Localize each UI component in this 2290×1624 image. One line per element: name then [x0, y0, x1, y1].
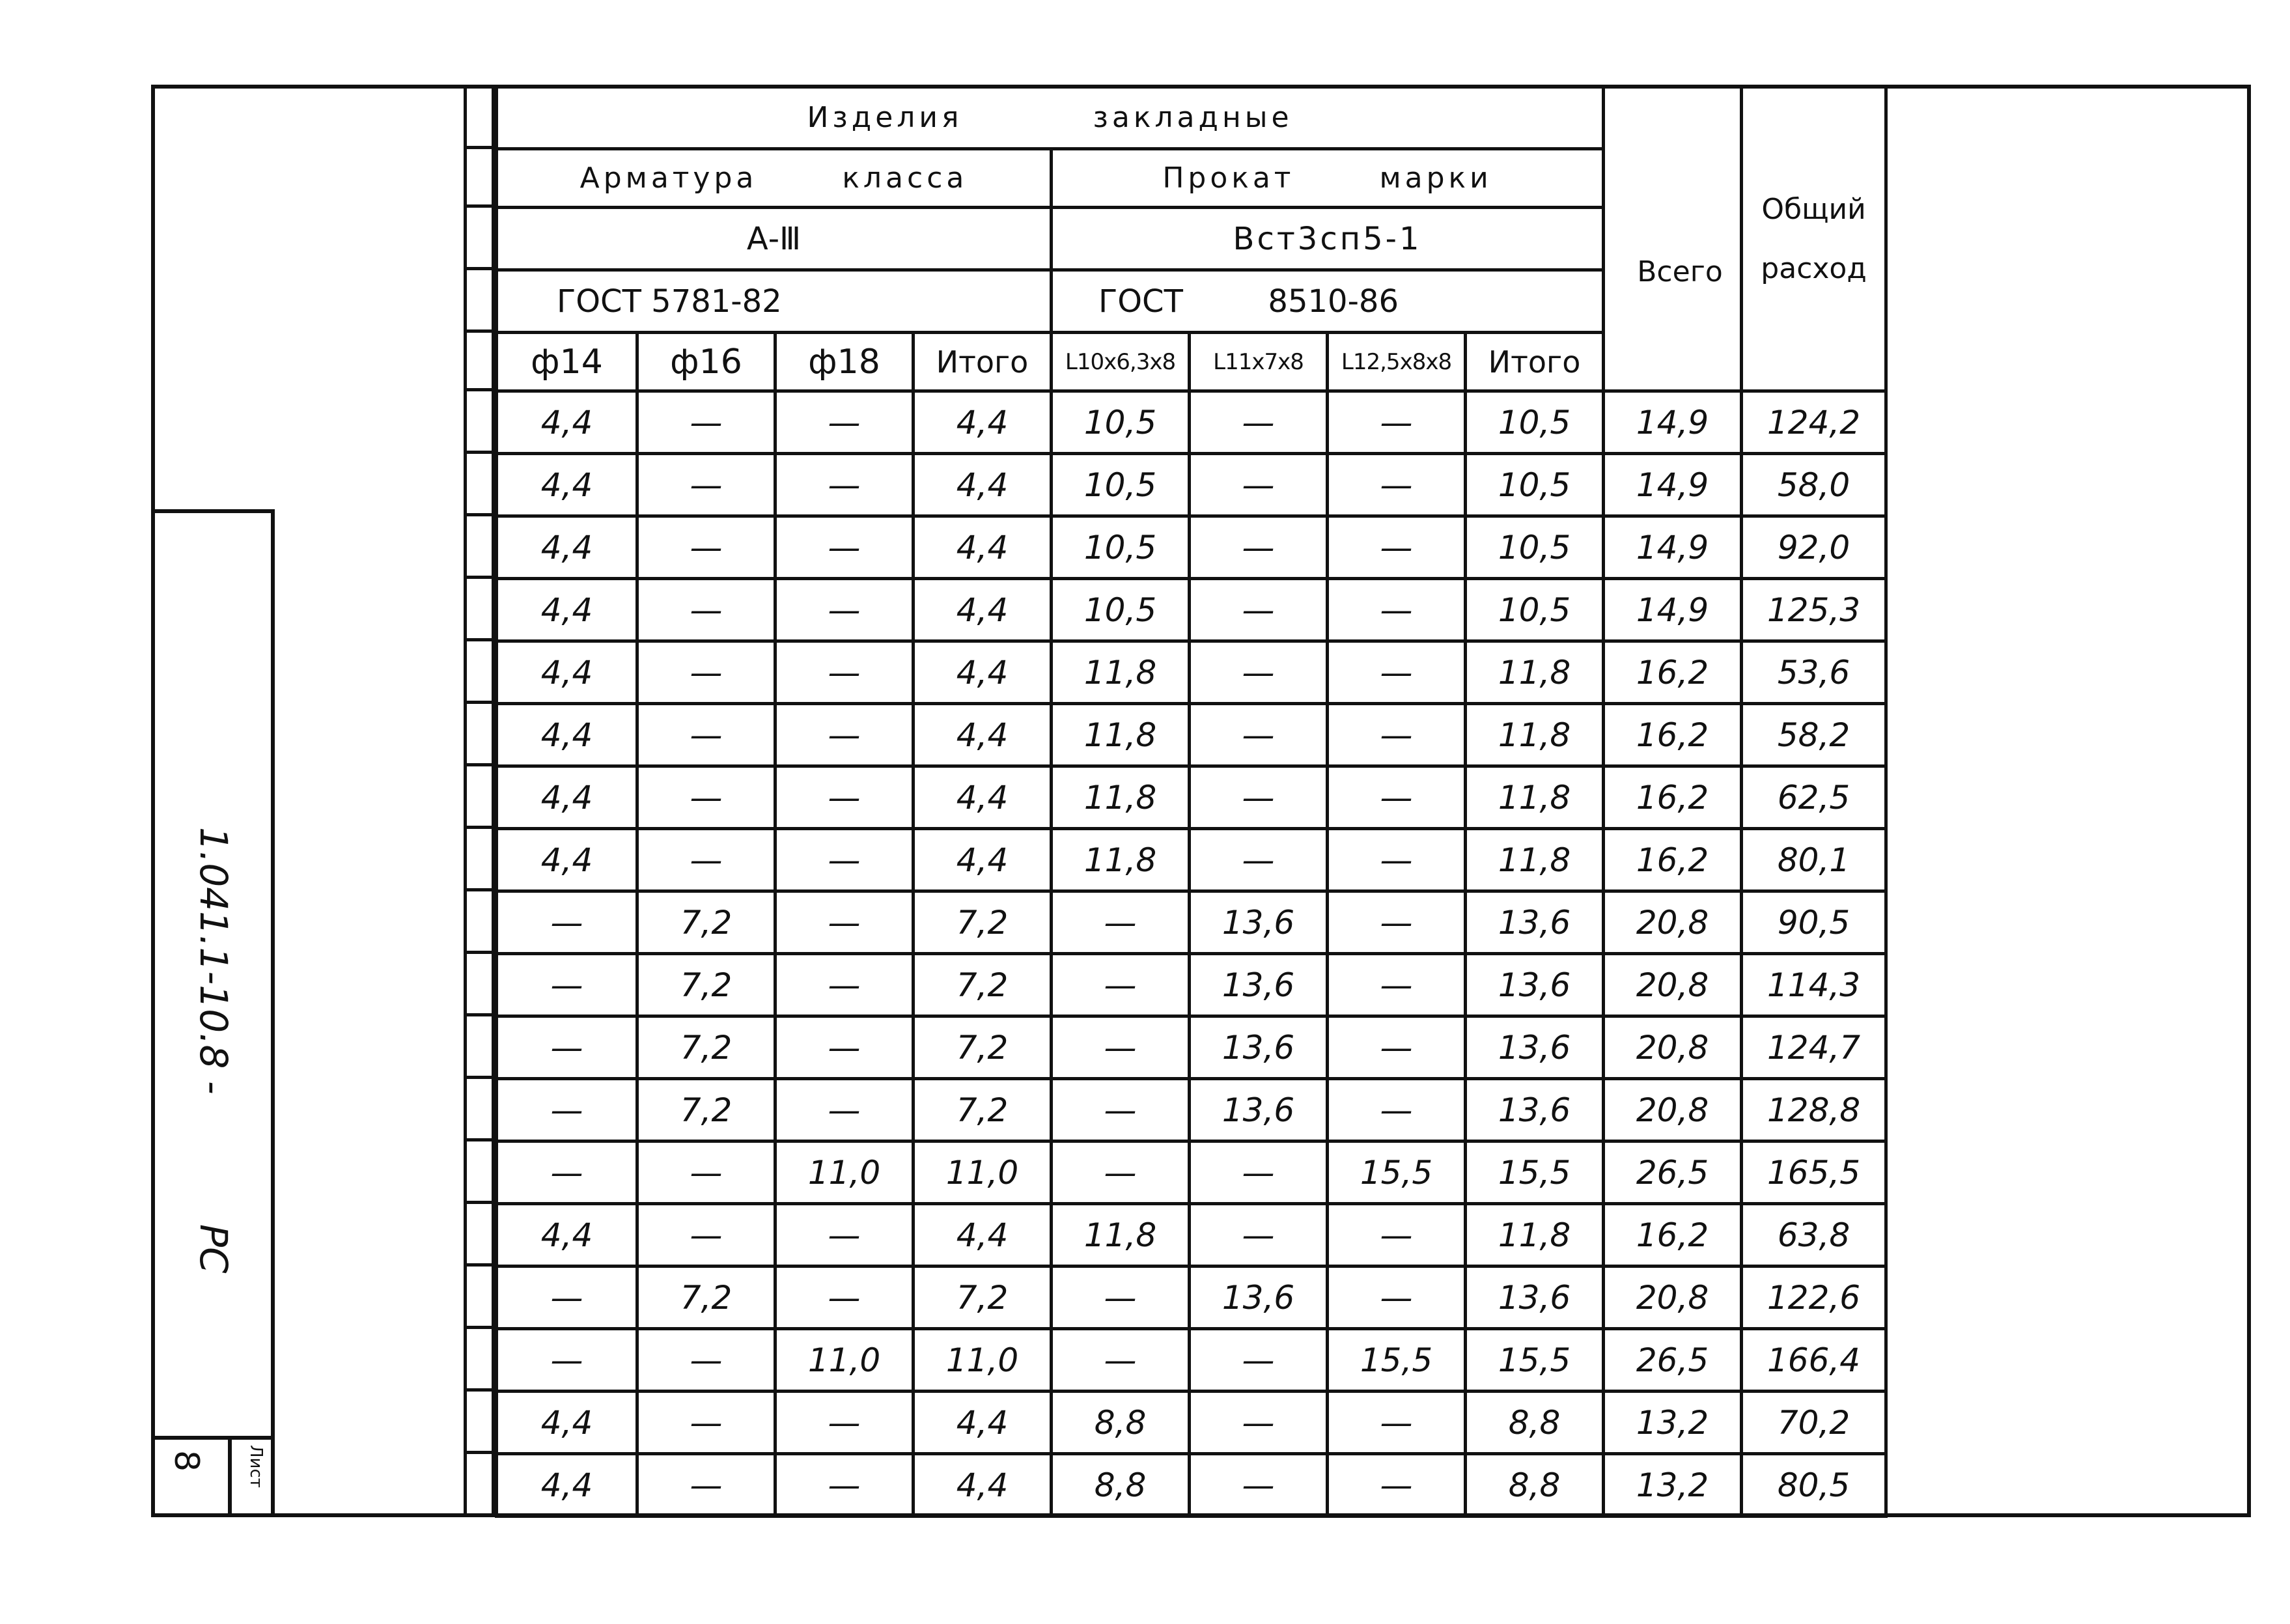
table-cell: 4,4: [497, 1454, 637, 1517]
table-cell: —: [497, 1141, 637, 1204]
margin-tick: [464, 638, 495, 641]
margin-tick: [464, 763, 495, 766]
table-cell: 90,5: [1742, 891, 1886, 954]
table-row: [497, 1204, 1886, 1267]
table-row: [497, 704, 1886, 766]
table-cell: 4,4: [914, 766, 1052, 829]
table-cell: 10,5: [1052, 579, 1190, 641]
total-header: Всего: [1637, 255, 1723, 288]
table-cell: 7,2: [637, 1016, 775, 1079]
steel-label-right: марки: [1379, 161, 1492, 195]
table-row: [497, 829, 1886, 891]
margin-tick: [464, 888, 495, 891]
table-cell: 7,2: [914, 1079, 1052, 1141]
col-rebar-total: Итого: [914, 333, 1052, 391]
table-cell: —: [1328, 516, 1466, 579]
table-cell: —: [637, 1141, 775, 1204]
table-cell: 26,5: [1604, 1141, 1742, 1204]
table-cell: —: [775, 766, 914, 829]
table-cell: 4,4: [497, 516, 637, 579]
table-cell: 20,8: [1604, 1079, 1742, 1141]
table-cell: 11,8: [1466, 766, 1604, 829]
section-code: РС: [191, 1224, 236, 1274]
table-cell: 7,2: [637, 1267, 775, 1329]
col-d18: ф18: [775, 333, 914, 391]
overall-label-1: Общий: [1761, 192, 1866, 226]
table-cell: —: [775, 891, 914, 954]
table-cell: 4,4: [914, 516, 1052, 579]
table-cell: —: [637, 1204, 775, 1267]
table-cell: —: [1052, 1016, 1190, 1079]
table-cell: 8,8: [1466, 1392, 1604, 1454]
table-row: [497, 1267, 1886, 1329]
table-cell: 15,5: [1328, 1141, 1466, 1204]
table-cell: —: [1328, 1016, 1466, 1079]
table-cell: 11,8: [1466, 829, 1604, 891]
table-cell: 4,4: [497, 579, 637, 641]
table-cell: 10,5: [1466, 516, 1604, 579]
table-cell: 11,0: [775, 1329, 914, 1392]
table-cell: —: [1328, 704, 1466, 766]
table-cell: 14,9: [1604, 391, 1742, 454]
table-cell: 14,9: [1604, 516, 1742, 579]
table-cell: 20,8: [1604, 891, 1742, 954]
table-cell: —: [1190, 829, 1328, 891]
table-cell: 13,6: [1466, 954, 1604, 1016]
table-row: [497, 954, 1886, 1016]
table-cell: —: [1328, 1392, 1466, 1454]
sheet-label-cell: [232, 1442, 275, 1513]
steel-gost: [1052, 270, 1604, 333]
table-cell: 4,4: [914, 391, 1052, 454]
table-cell: 128,8: [1742, 1079, 1886, 1141]
table-cell: 4,4: [497, 391, 637, 454]
table-cell: —: [1328, 1079, 1466, 1141]
table-cell: —: [1052, 1079, 1190, 1141]
table-cell: 4,4: [914, 704, 1052, 766]
sheet-label: Лист: [246, 1445, 266, 1488]
table-cell: —: [637, 1392, 775, 1454]
table-cell: —: [1052, 1267, 1190, 1329]
table-cell: 11,0: [914, 1141, 1052, 1204]
table-cell: 125,3: [1742, 579, 1886, 641]
table-cell: 20,8: [1604, 954, 1742, 1016]
table-row: [497, 1079, 1886, 1141]
table-cell: 11,0: [775, 1141, 914, 1204]
table-cell: —: [1190, 1141, 1328, 1204]
table-cell: —: [1052, 891, 1190, 954]
margin-tick: [464, 1326, 495, 1329]
table-cell: 58,0: [1742, 454, 1886, 516]
table-cell: 4,4: [914, 829, 1052, 891]
overall-label-2: расход: [1761, 251, 1867, 285]
table-row: [497, 1392, 1886, 1454]
title-left: Изделия: [807, 101, 963, 134]
table-cell: —: [1190, 391, 1328, 454]
table-cell: —: [1328, 891, 1466, 954]
table-cell: —: [1190, 641, 1328, 704]
table-cell: —: [1328, 1454, 1466, 1517]
table-cell: 7,2: [637, 954, 775, 1016]
table-cell: 10,5: [1466, 391, 1604, 454]
margin-tick: [464, 451, 495, 454]
table-cell: —: [1052, 1141, 1190, 1204]
table-cell: 13,6: [1466, 1016, 1604, 1079]
margin-tick: [464, 951, 495, 954]
table-row: [497, 391, 1886, 454]
table-cell: 13,6: [1190, 954, 1328, 1016]
table-row: [497, 1016, 1886, 1079]
table-cell: 16,2: [1604, 829, 1742, 891]
table-cell: 11,8: [1052, 1204, 1190, 1267]
table-row: [497, 1454, 1886, 1517]
table-cell: 11,8: [1466, 704, 1604, 766]
table-cell: 7,2: [914, 1267, 1052, 1329]
table-cell: 15,5: [1466, 1141, 1604, 1204]
table-cell: —: [1190, 704, 1328, 766]
table-row: [497, 766, 1886, 829]
table-cell: 4,4: [914, 454, 1052, 516]
table-cell: —: [1190, 579, 1328, 641]
table-cell: 70,2: [1742, 1392, 1886, 1454]
table-cell: 13,2: [1604, 1392, 1742, 1454]
table-cell: —: [775, 1267, 914, 1329]
overall-header: [1742, 87, 1886, 391]
table-cell: 11,8: [1466, 641, 1604, 704]
table-cell: —: [637, 454, 775, 516]
margin-tick: [464, 388, 495, 391]
col-angle-11: L11x7x8: [1190, 333, 1328, 391]
table-cell: 8,8: [1052, 1392, 1190, 1454]
table-cell: 13,6: [1466, 1267, 1604, 1329]
table-cell: 20,8: [1604, 1267, 1742, 1329]
table-cell: 4,4: [497, 454, 637, 516]
col-steel-total: Итого: [1466, 333, 1604, 391]
table-cell: 10,5: [1052, 454, 1190, 516]
table-cell: —: [775, 829, 914, 891]
table-cell: —: [1190, 1392, 1328, 1454]
doc-code: 1.041.1-10.8 -: [191, 827, 236, 1095]
table-cell: 122,6: [1742, 1267, 1886, 1329]
table-cell: 62,5: [1742, 766, 1886, 829]
table-cell: 4,4: [914, 641, 1052, 704]
table-cell: —: [1190, 516, 1328, 579]
table-cell: 4,4: [914, 1392, 1052, 1454]
table-cell: —: [1190, 1454, 1328, 1517]
table-cell: —: [775, 579, 914, 641]
table-cell: 7,2: [914, 891, 1052, 954]
table-cell: 11,8: [1052, 829, 1190, 891]
table-row: [497, 516, 1886, 579]
table-cell: 10,5: [1466, 454, 1604, 516]
table-cell: —: [637, 704, 775, 766]
table-cell: —: [637, 516, 775, 579]
table-cell: —: [497, 1267, 637, 1329]
table-cell: —: [1328, 579, 1466, 641]
section-holder: [171, 1224, 262, 1354]
table-cell: —: [1190, 766, 1328, 829]
table-cell: 10,5: [1466, 579, 1604, 641]
table-cell: 124,7: [1742, 1016, 1886, 1079]
table-row: [497, 579, 1886, 641]
table-row: [497, 1329, 1886, 1392]
table-cell: —: [1328, 766, 1466, 829]
steel-label-left: Прокат: [1162, 161, 1295, 195]
table-cell: 7,2: [637, 1079, 775, 1141]
col-d16: ф16: [637, 333, 775, 391]
table-cell: —: [1328, 391, 1466, 454]
table-cell: 124,2: [1742, 391, 1886, 454]
rebar-class: А-Ⅲ: [497, 208, 1052, 270]
table-cell: 7,2: [637, 891, 775, 954]
table-cell: —: [497, 954, 637, 1016]
table-cell: 4,4: [914, 579, 1052, 641]
steel-grade: Вст3сп5-1: [1052, 208, 1604, 270]
title-right: закладные: [1093, 101, 1293, 134]
table-cell: 11,8: [1052, 766, 1190, 829]
table-cell: 4,4: [497, 641, 637, 704]
sheet-number: 8: [167, 1450, 206, 1472]
table-cell: —: [637, 829, 775, 891]
table-cell: 8,8: [1052, 1454, 1190, 1517]
table-cell: —: [775, 516, 914, 579]
table-cell: 7,2: [914, 1016, 1052, 1079]
table-cell: 16,2: [1604, 1204, 1742, 1267]
margin-tick: [464, 1451, 495, 1454]
table-cell: —: [1328, 641, 1466, 704]
table-cell: —: [497, 1016, 637, 1079]
table-cell: 4,4: [497, 829, 637, 891]
table-cell: —: [497, 1079, 637, 1141]
table-cell: 13,6: [1466, 891, 1604, 954]
table-cell: —: [497, 1329, 637, 1392]
table-body: [497, 391, 1886, 1517]
table-cell: 15,5: [1328, 1329, 1466, 1392]
table-cell: 11,8: [1052, 641, 1190, 704]
table-cell: 63,8: [1742, 1204, 1886, 1267]
table-cell: —: [637, 391, 775, 454]
table-cell: 13,6: [1190, 1267, 1328, 1329]
table-cell: 4,4: [914, 1454, 1052, 1517]
table-cell: 11,8: [1052, 704, 1190, 766]
table-cell: 4,4: [497, 766, 637, 829]
table-cell: —: [775, 1016, 914, 1079]
table-cell: 16,2: [1604, 641, 1742, 704]
margin-tick: [464, 1076, 495, 1079]
table-cell: 165,5: [1742, 1141, 1886, 1204]
table-cell: 7,2: [914, 954, 1052, 1016]
table-cell: 4,4: [497, 1392, 637, 1454]
table-cell: —: [637, 766, 775, 829]
table-cell: —: [1328, 454, 1466, 516]
rebar-gost: ГОСТ 5781-82: [497, 270, 1052, 333]
table-cell: 80,5: [1742, 1454, 1886, 1517]
margin-tick: [464, 826, 495, 829]
margin-tick: [464, 1388, 495, 1392]
table-cell: —: [775, 954, 914, 1016]
table-cell: 4,4: [497, 1204, 637, 1267]
table-cell: 13,6: [1466, 1079, 1604, 1141]
col-d14: ф14: [497, 333, 637, 391]
table-cell: —: [1052, 954, 1190, 1016]
rebar-label-right: класса: [842, 161, 968, 195]
table-cell: 80,1: [1742, 829, 1886, 891]
table-cell: —: [1328, 954, 1466, 1016]
steel-header: [1052, 149, 1604, 208]
table-cell: —: [1052, 1329, 1190, 1392]
margin-tick: [464, 1138, 495, 1141]
steel-gost-number: 8510-86: [1268, 283, 1399, 320]
stamp-divider: [151, 1436, 275, 1440]
col-angle-12: L12,5x8x8: [1328, 333, 1466, 391]
table-cell: 14,9: [1604, 579, 1742, 641]
table-cell: —: [1328, 829, 1466, 891]
table-cell: 58,2: [1742, 704, 1886, 766]
table-cell: 4,4: [914, 1204, 1052, 1267]
table-cell: —: [775, 391, 914, 454]
rebar-label-left: Арматура: [579, 161, 758, 195]
table-cell: —: [1190, 454, 1328, 516]
table-cell: —: [775, 1204, 914, 1267]
table-cell: 92,0: [1742, 516, 1886, 579]
table-cell: —: [775, 454, 914, 516]
table-cell: —: [1328, 1267, 1466, 1329]
table-row: [497, 454, 1886, 516]
table-title: [497, 87, 1604, 149]
table-cell: 11,0: [914, 1329, 1052, 1392]
margin-tick: [464, 1263, 495, 1267]
table-cell: —: [775, 641, 914, 704]
table-cell: —: [637, 641, 775, 704]
margin-tick: [464, 513, 495, 516]
table-cell: 10,5: [1052, 391, 1190, 454]
table-cell: —: [775, 704, 914, 766]
table-cell: —: [1328, 1204, 1466, 1267]
table-cell: —: [1190, 1204, 1328, 1267]
margin-tick: [464, 1201, 495, 1204]
table-cell: 15,5: [1466, 1329, 1604, 1392]
table-cell: —: [637, 579, 775, 641]
table-cell: 166,4: [1742, 1329, 1886, 1392]
col-angle-10: L10x6,3x8: [1052, 333, 1190, 391]
table-cell: —: [497, 891, 637, 954]
table-row: [497, 1141, 1886, 1204]
table-cell: —: [775, 1079, 914, 1141]
margin-tick: [464, 146, 495, 149]
table-cell: 13,6: [1190, 891, 1328, 954]
table-cell: 4,4: [497, 704, 637, 766]
table-cell: 26,5: [1604, 1329, 1742, 1392]
table-row: [497, 891, 1886, 954]
table-cell: 16,2: [1604, 704, 1742, 766]
table-cell: 16,2: [1604, 766, 1742, 829]
table-cell: 114,3: [1742, 954, 1886, 1016]
table-cell: —: [775, 1454, 914, 1517]
margin-strip: [464, 85, 495, 1517]
sheet-number-cell: [156, 1442, 227, 1513]
table-cell: —: [775, 1392, 914, 1454]
margin-tick: [464, 1013, 495, 1016]
table-cell: 13,6: [1190, 1016, 1328, 1079]
margin-tick: [464, 576, 495, 579]
margin-tick: [464, 1513, 495, 1517]
table-cell: 53,6: [1742, 641, 1886, 704]
table-cell: 11,8: [1466, 1204, 1604, 1267]
table-row: [497, 641, 1886, 704]
table-cell: 8,8: [1466, 1454, 1604, 1517]
rebar-header: [497, 149, 1052, 208]
margin-tick: [464, 267, 495, 270]
margin-tick: [464, 204, 495, 208]
table-cell: —: [637, 1454, 775, 1517]
margin-tick: [464, 329, 495, 333]
table-cell: —: [1190, 1329, 1328, 1392]
table-cell: 10,5: [1052, 516, 1190, 579]
table-cell: 14,9: [1604, 454, 1742, 516]
table-cell: 13,2: [1604, 1454, 1742, 1517]
steel-gost-label: ГОСТ: [1098, 283, 1183, 320]
margin-tick: [464, 701, 495, 704]
table-cell: 13,6: [1190, 1079, 1328, 1141]
table-cell: —: [637, 1329, 775, 1392]
table-cell: 20,8: [1604, 1016, 1742, 1079]
